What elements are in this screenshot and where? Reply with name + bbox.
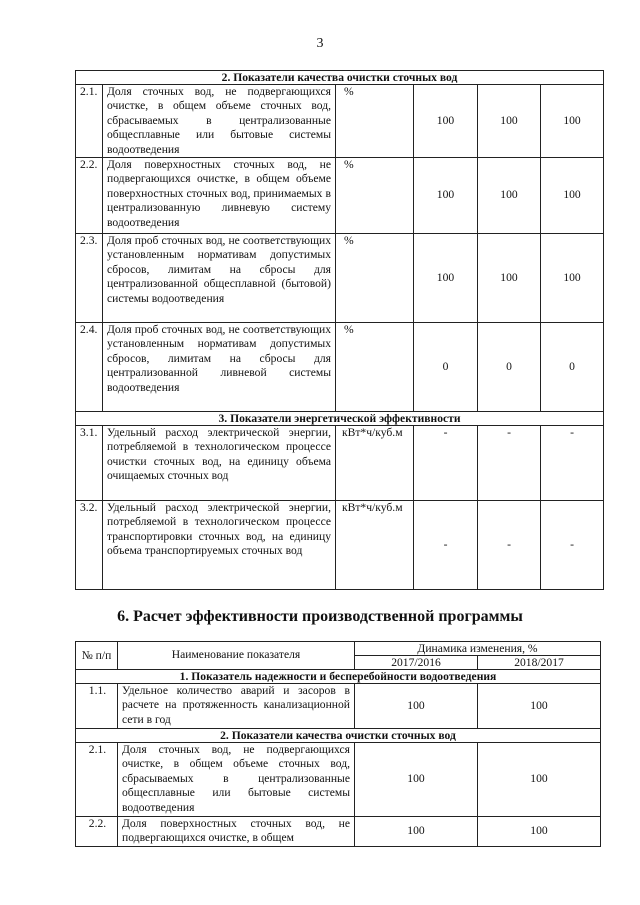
row-unit: % [336, 158, 414, 234]
section-title: 3. Показатели энергетической эффективности [76, 412, 604, 426]
row-unit: % [336, 323, 414, 412]
quality-energy-table [75, 70, 604, 590]
row-value: 100 [355, 684, 478, 729]
row-value: - [541, 501, 604, 590]
section-header-row [76, 412, 604, 426]
row-value: - [478, 501, 541, 590]
row-value: 100 [478, 158, 541, 234]
header-num: № п/п [76, 642, 118, 670]
row-value: 100 [414, 158, 478, 234]
row-description: Доля поверхностных сточных вод, не подвергающихся очистке, в общем [118, 817, 355, 847]
row-number: 3.1. [76, 426, 103, 501]
row-value: 100 [478, 684, 601, 729]
row-value: 100 [541, 234, 604, 323]
header-row [76, 642, 601, 656]
row-value: - [541, 426, 604, 501]
row-value: - [414, 426, 478, 501]
row-description: Удельный расход электрической энергии, потребляемой в технологическом процессе очистки сточных вод, на единицу объема очищаемых сточных вод [103, 426, 336, 501]
section-title: 2. Показатели качества очистки сточных вод [76, 729, 601, 743]
table-row [76, 817, 601, 847]
row-number: 2.2. [76, 817, 118, 847]
row-value: 0 [414, 323, 478, 412]
header-name: Наименование показателя [118, 642, 355, 670]
row-value: 100 [355, 817, 478, 847]
table-row [76, 743, 601, 817]
section-title: 1. Показатель надежности и бесперебойности водоотведения [76, 670, 601, 684]
row-number: 1.1. [76, 684, 118, 729]
table-row [76, 158, 604, 234]
row-description: Доля проб сточных вод, не соответствующих установленным нормативам допустимых сбросов, лимитам на сбросы для централизованной общесплавной (бытовой) системы водоотведения [103, 234, 336, 323]
section-header-row [76, 670, 601, 684]
row-number: 2.2. [76, 158, 103, 234]
row-value: 100 [478, 817, 601, 847]
section-header-row [76, 729, 601, 743]
row-value: - [478, 426, 541, 501]
efficiency-table [75, 641, 601, 847]
row-description: Удельный расход электрической энергии, потребляемой в технологическом процессе транспортировки сточных вод, на единицу объема транспортируемых сточных вод [103, 501, 336, 590]
row-number: 2.4. [76, 323, 103, 412]
row-description: Доля сточных вод, не подвергающихся очистке, в общем объеме сточных вод, сбрасываемых в централизованные общесплавные или бытовые системы водоотведения [118, 743, 355, 817]
header-year: 2017/2016 [355, 656, 478, 670]
page-number: 3 [316, 36, 324, 51]
table-row [76, 85, 604, 158]
row-value: 100 [478, 743, 601, 817]
section-title: 2. Показатели качества очистки сточных вод [76, 71, 604, 85]
header-dynamics: Динамика изменения, % [355, 642, 601, 656]
section-header-row [76, 71, 604, 85]
row-description: Удельное количество аварий и засоров в расчете на протяженность канализационной сети в год [118, 684, 355, 729]
table-row [76, 323, 604, 412]
row-number: 2.1. [76, 85, 103, 158]
row-value: 0 [478, 323, 541, 412]
row-value: 100 [478, 234, 541, 323]
table-row [76, 501, 604, 590]
row-value: 0 [541, 323, 604, 412]
row-description: Доля сточных вод, не подвергающихся очистке, в общем объеме сточных вод, сбрасываемых в централизованные общесплавные или бытовые системы водоотведения [103, 85, 336, 158]
row-unit: кВт*ч/куб.м [336, 501, 414, 590]
row-number: 3.2. [76, 501, 103, 590]
row-value: 100 [414, 85, 478, 158]
row-value: 100 [355, 743, 478, 817]
row-unit: кВт*ч/куб.м [336, 426, 414, 501]
row-unit: % [336, 85, 414, 158]
table-row [76, 426, 604, 501]
row-value: 100 [541, 158, 604, 234]
section-6-heading: 6. Расчет эффективности производственной программы [117, 608, 523, 625]
row-unit: % [336, 234, 414, 323]
row-value: 100 [478, 85, 541, 158]
row-value: - [414, 501, 478, 590]
header-year: 2018/2017 [478, 656, 601, 670]
row-description: Доля поверхностных сточных вод, не подвергающихся очистке, в общем объеме поверхностных сточных вод, принимаемых в централизованную ливневую систему водоотведения [103, 158, 336, 234]
row-value: 100 [541, 85, 604, 158]
row-description: Доля проб сточных вод, не соответствующих установленным нормативам допустимых сбросов, лимитам на сбросы для централизованной ливневой системы водоотведения [103, 323, 336, 412]
row-number: 2.3. [76, 234, 103, 323]
row-value: 100 [414, 234, 478, 323]
row-number: 2.1. [76, 743, 118, 817]
table-row [76, 234, 604, 323]
table-row [76, 684, 601, 729]
